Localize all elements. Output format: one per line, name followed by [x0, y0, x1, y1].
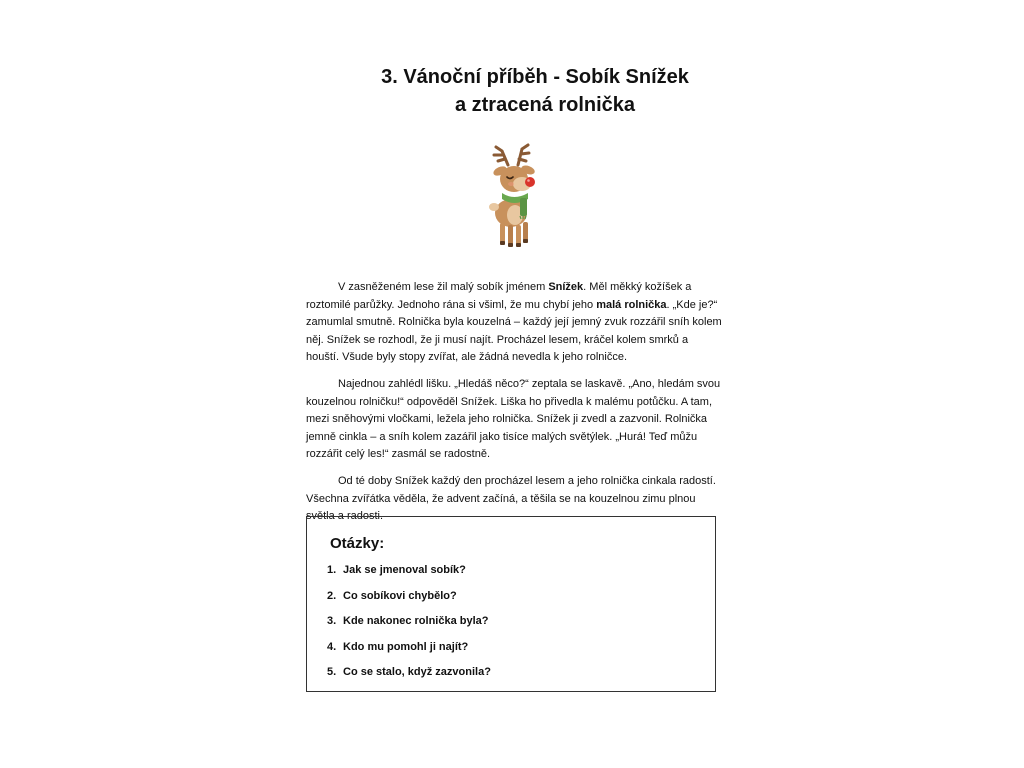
questions-box: [306, 516, 716, 692]
question-number: 2.: [327, 589, 337, 602]
questions-list: [327, 562, 491, 690]
question-text: Jak se jmenoval sobík?: [343, 564, 466, 576]
questions-heading: Otázky:: [330, 535, 385, 552]
question-text: Co se stalo, když zazvonila?: [343, 666, 491, 678]
question-item: [327, 562, 491, 588]
story-text-run: V zasněženém lese žil malý sobík jménem: [338, 281, 549, 293]
question-text: Kdo mu pomohl ji najít?: [343, 640, 469, 653]
question-item: [327, 613, 491, 639]
question-number: 5.: [327, 666, 337, 678]
question-number: 4.: [327, 640, 337, 653]
question-number: 3.: [327, 615, 337, 627]
title-line-2: a ztracená rolnička: [454, 94, 636, 116]
story-text-run: . „Kde je?“ zamumlal smutně. Rolnička byla kouzelná – každý její jemný zvuk rozzářil sníh kolem něj. Snížek se rozhodl, že ji musí najít. Procházel lesem, kráčel kolem smrků a houští. Všude byly stopy zvířat, ale žádná nevedla k jeho rolničce.: [306, 298, 722, 364]
question-item: [327, 588, 491, 614]
question-text: Co sobíkovi chybělo?: [343, 589, 457, 602]
question-text: Kde nakonec rolnička byla?: [343, 615, 489, 627]
story-bold-name: Snížek: [548, 281, 584, 293]
story-paragraph-2: Najednou zahlédl lišku. „Hledáš něco?“ zeptala se laskavě. „Ano, hledám svou kouzelnou rolničku!“ odpověděl Snížek. Liška ho přivedla k malému potůčku. A tam, mezi sněhovými vločkami, ležela jeho rolnička. Snížek ji zvedl a zazvonil. Rolnička jemně cinkla – a sníh kolem zazářil jako tisíce malých světýlek. „Hurá! Teď můžu rozzářit celý les!“ zasmál se radostně.: [306, 377, 721, 461]
title-line-1: 3. Vánoční příběh - Sobík Snížek: [381, 66, 689, 88]
story-paragraph-1: [306, 279, 722, 367]
story-paragraph-3: Od té doby Snížek každý den procházel lesem a jeho rolnička cinkala radostí. Všechna zvířátka věděla, že advent začíná, a těšila se na kouzelnou zimu plnou světla a radosti.: [306, 474, 716, 523]
page-title: [300, 63, 770, 119]
story-text-run: . Měl měkký kožíšek a roztomilé parůžky. Jednoho rána si všiml, že mu chybí jeho: [306, 281, 692, 311]
reindeer-icon: [478, 143, 548, 251]
question-item: [327, 639, 491, 665]
question-number: 1.: [327, 564, 337, 576]
story-bold-bell: malá rolnička: [596, 298, 667, 311]
question-item: [327, 664, 491, 690]
story-text: [306, 279, 722, 535]
